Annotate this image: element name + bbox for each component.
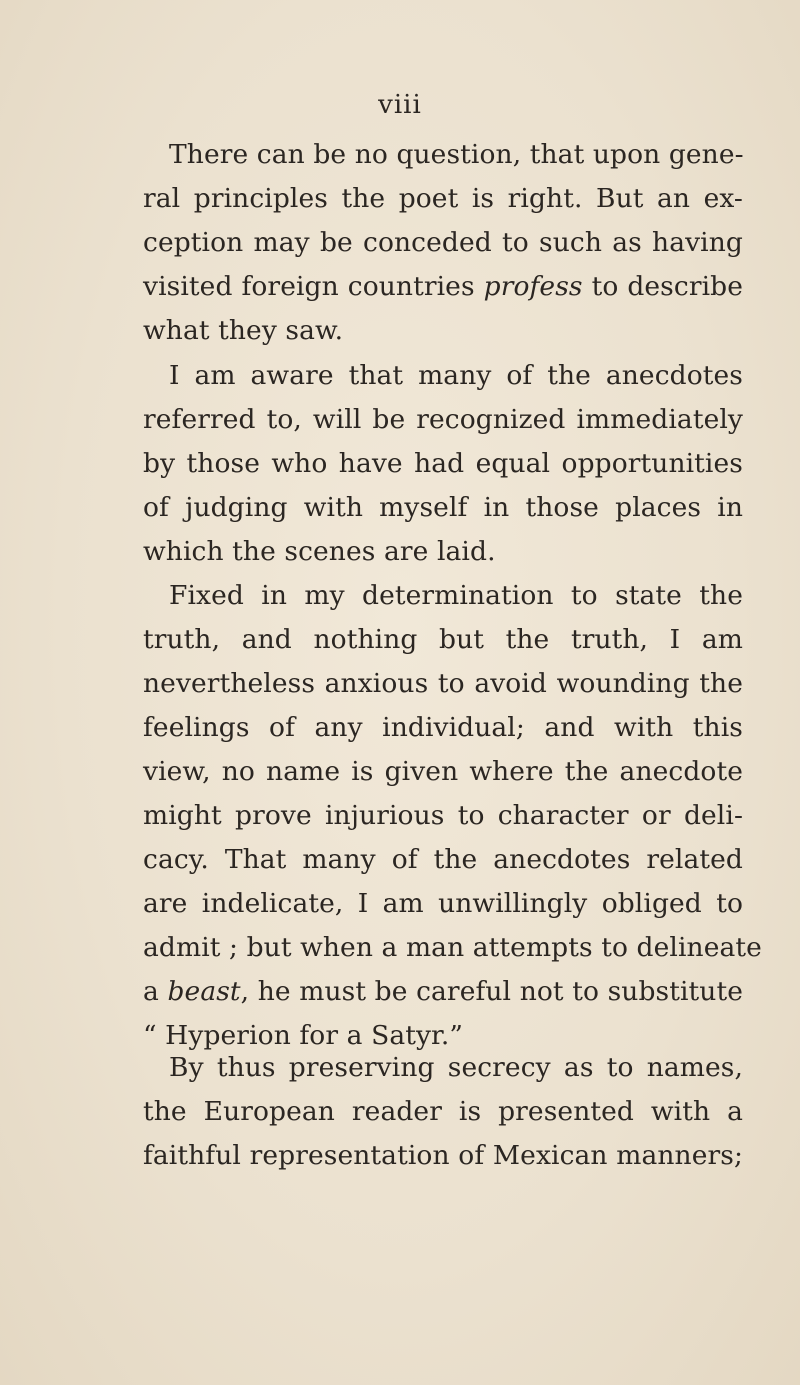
text-line: view, no name is given where the anecdote <box>143 756 743 787</box>
paragraph-4 <box>143 1046 743 1178</box>
text-line: of judging with myself in those places in <box>143 492 743 523</box>
text-line: admit ; but when a man attempts to delineate <box>143 932 762 963</box>
text-line: truth, and nothing but the truth, I am <box>143 624 743 655</box>
text-line: the European reader is presented with a <box>143 1096 743 1127</box>
text-line: visited foreign countries profess to describe <box>143 271 744 302</box>
text-line: are indelicate, I am unwillingly obliged to <box>143 888 743 919</box>
text-line: by those who have had equal opportunities <box>143 448 743 479</box>
text-line: ception may be conceded to such as having <box>143 227 743 258</box>
text-line: referred to, will be recognized immediately <box>143 404 743 435</box>
text-line: There can be no question, that upon gene- <box>169 139 744 170</box>
text-line: which the scenes are laid. <box>143 536 496 567</box>
text-line: might prove injurious to character or deli- <box>143 800 743 831</box>
text-line: “ Hyperion for a Satyr.” <box>143 1020 464 1051</box>
text-line: a beast, he must be careful not to substitute <box>143 976 743 1007</box>
text-line: nevertheless anxious to avoid wounding the <box>143 668 743 699</box>
paragraph-2 <box>143 354 743 574</box>
text-line: what they saw. <box>143 315 344 346</box>
paragraph-1 <box>143 133 743 353</box>
text-line: I am aware that many of the anecdotes <box>169 360 743 391</box>
text-line: feelings of any individual; and with this <box>143 712 743 743</box>
text-line: By thus preserving secrecy as to names, <box>169 1052 743 1083</box>
text-line: ral principles the poet is right. But an ex- <box>143 183 743 214</box>
text-line: Fixed in my determination to state the <box>169 580 743 611</box>
text-line: cacy. That many of the anecdotes related <box>143 844 743 875</box>
paragraph-3 <box>143 574 762 1058</box>
text-line: faithful representation of Mexican manners; <box>143 1140 743 1171</box>
page-number: viii <box>378 90 422 120</box>
